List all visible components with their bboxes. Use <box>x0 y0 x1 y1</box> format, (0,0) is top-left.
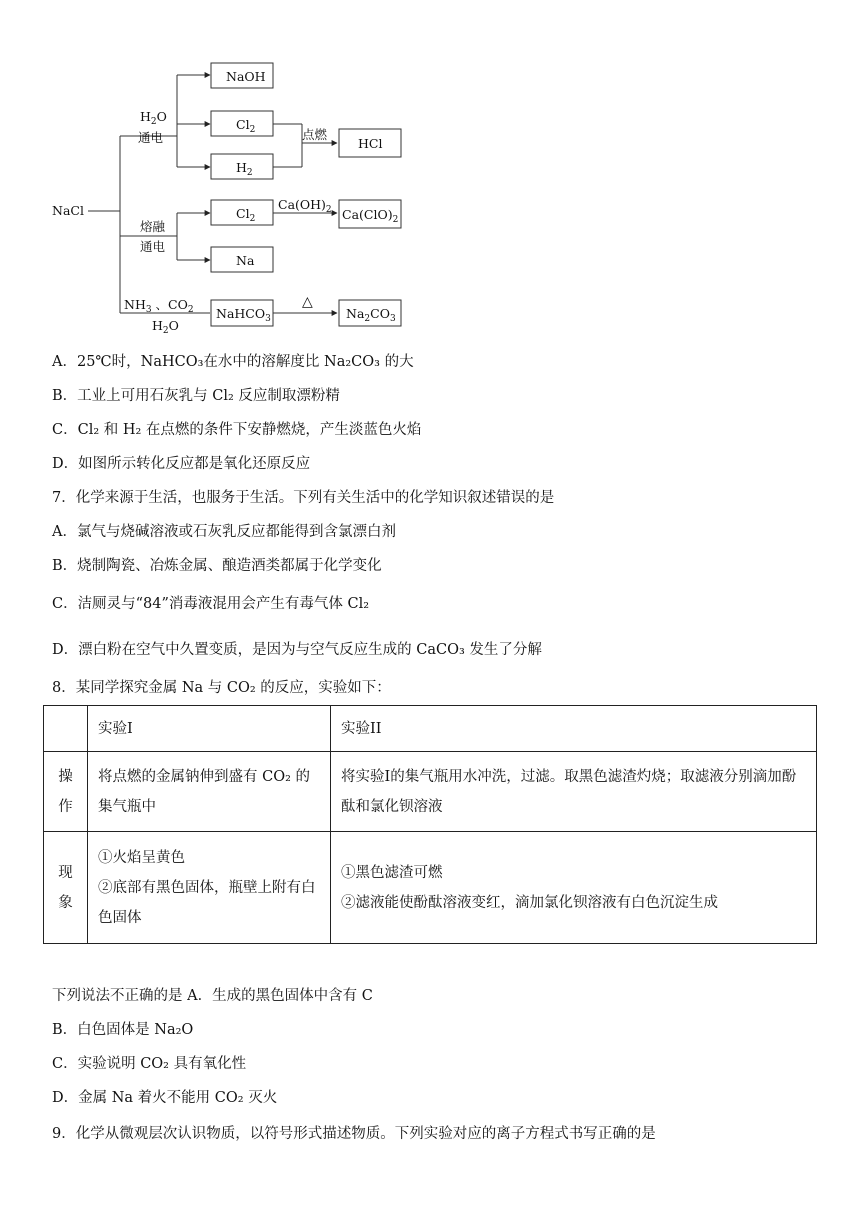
experiment-table <box>43 705 817 944</box>
condition-h2o-2: $H_2O$ <box>152 318 179 336</box>
box-naoh-label: NaOH <box>226 69 266 84</box>
exp1-phenomenon <box>88 832 331 944</box>
condition-h2o: $H_2O$ <box>140 109 167 127</box>
box-nahco3-label: NaHCO$_3$ <box>216 306 271 324</box>
exp2-phenomenon-1: ①黑色滤渣可燃 <box>341 864 443 881</box>
arrow-caoh2-label: $Ca(OH)_2$ <box>278 197 332 215</box>
q6-option-c: C．Cl₂ 和 H₂ 在点燃的条件下安静燃烧，产生淡蓝色火焰 <box>52 422 422 438</box>
q8-option-d: D．金属 Na 着火不能用 CO₂ 灭火 <box>52 1090 278 1106</box>
condition-electrolysis-1: 通电 <box>138 130 164 145</box>
condition-electrolysis-2: 通电 <box>140 239 166 254</box>
q7-option-d: D．漂白粉在空气中久置变质，是因为与空气反应生成的 CaCO₃ 发生了分解 <box>52 642 542 658</box>
exp2-phenomenon-2: ②滤液能使酚酞溶液变红，滴加氯化钡溶液有白色沉淀生成 <box>341 894 718 911</box>
q6-option-b: B．工业上可用石灰乳与 Cl₂ 反应制取漂粉精 <box>52 388 340 404</box>
box-na2co3-label: $Na_2CO_3$ <box>346 306 396 324</box>
q7-option-c: C．洁厕灵与“84”消毒液混用会产生有毒气体 Cl₂ <box>52 596 370 612</box>
exp1-phenomenon-2: ②底部有黑色固体，瓶壁上附有白色固体 <box>98 879 316 926</box>
q6-option-a: A．25℃时，NaHCO₃在水中的溶解度比 Na₂CO₃ 的大 <box>52 354 414 370</box>
row-label-operation: 操作 <box>44 752 88 832</box>
condition-molten: 熔融 <box>140 219 166 234</box>
exp2-operation: 将实验I的集气瓶用水冲洗，过滤。取黑色滤渣灼烧；取滤液分别滴加酚酞和氯化钡溶液 <box>331 752 817 832</box>
q9-stem: 9．化学从微观层次认识物质，以符号形式描述物质。下列实验对应的离子方程式书写正确的是 <box>52 1126 656 1142</box>
q8-stem: 8．某同学探究金属 Na 与 CO₂ 的反应，实验如下： <box>52 680 391 696</box>
q7-stem: 7．化学来源于生活，也服务于生活。下列有关生活中的化学知识叙述错误的是 <box>52 490 555 506</box>
box-cl2-a-label: $Cl_2$ <box>236 117 256 135</box>
condition-nh3-co2: $NH_3$ 、$CO_2$ <box>124 297 194 315</box>
exp1-phenomenon-1: ①火焰呈黄色 <box>98 849 185 866</box>
q7-option-a: A．氯气与烧碱溶液或石灰乳反应都能得到含氯漂白剂 <box>52 524 396 540</box>
q7-option-b: B．烧制陶瓷、冶炼金属、酿造酒类都属于化学变化 <box>52 558 382 574</box>
q8-option-c: C．实验说明 CO₂ 具有氧化性 <box>52 1056 247 1072</box>
box-na-label: Na <box>236 253 255 268</box>
box-ca-clo2-label: $Ca(ClO)_2$ <box>342 207 399 225</box>
box-hcl-label: HCl <box>358 136 383 151</box>
table-corner-cell <box>44 706 88 752</box>
q8-option-a: 下列说法不正确的是 A．生成的黑色固体中含有 C <box>52 988 373 1004</box>
header-experiment-2: 实验II <box>331 706 817 752</box>
box-h2-label: $H_2$ <box>236 160 253 178</box>
arrow-ignite-label: 点燃 <box>302 127 328 142</box>
row-label-phenomenon: 现象 <box>44 832 88 944</box>
q8-option-b: B．白色固体是 Na₂O <box>52 1022 194 1038</box>
arrow-heat-label: △ <box>302 294 313 310</box>
nacl-label: NaCl <box>52 203 84 218</box>
q6-option-d: D．如图所示转化反应都是氧化还原反应 <box>52 456 311 472</box>
exp1-operation: 将点燃的金属钠伸到盛有 CO₂ 的集气瓶中 <box>88 752 331 832</box>
reaction-flow-diagram <box>40 58 420 338</box>
exp2-phenomenon <box>331 832 817 944</box>
box-cl2-b-label: $Cl_2$ <box>236 206 256 224</box>
header-experiment-1: 实验I <box>88 706 331 752</box>
